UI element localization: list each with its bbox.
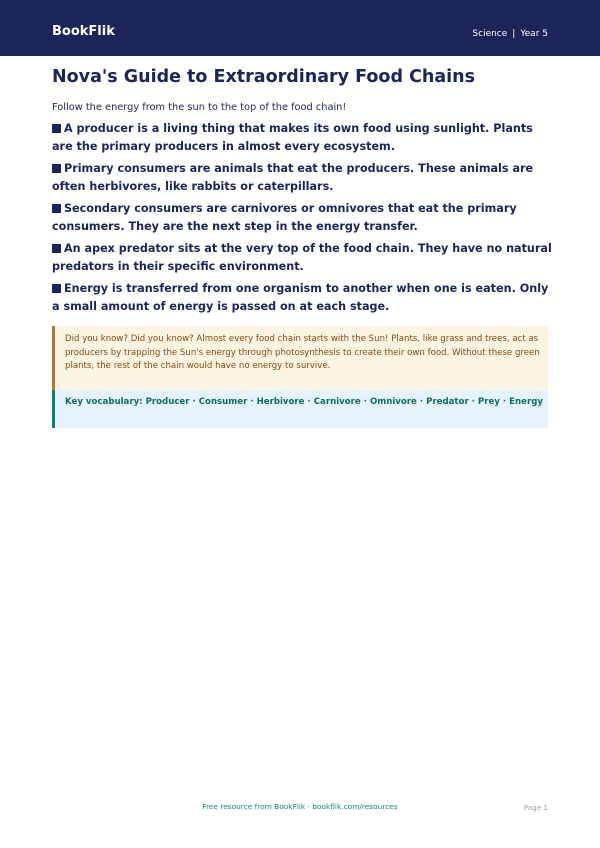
key-points-list [52, 120, 552, 320]
key-point-text: A producer is a living thing that makes its own food using sunlight. Plants are the primary producers in almost every ecosystem. [52, 122, 533, 153]
key-point-text: Secondary consumers are carnivores or omnivores that eat the primary consumers. They are the next step in the energy transfer. [52, 202, 517, 233]
square-bullet-icon [52, 164, 61, 173]
square-bullet-icon [52, 124, 61, 133]
meta-separator: | [512, 29, 516, 39]
year-label: Year 5 [520, 29, 548, 39]
key-point [52, 120, 552, 155]
page-title: Nova's Guide to Extraordinary Food Chains [52, 67, 476, 87]
key-point-text: Energy is transferred from one organism to another when one is eaten. Only a small amount of energy is passed on at each stage. [52, 282, 549, 313]
did-you-know-text: Did you know? Did you know? Almost every food chain starts with the Sun! Plants, like grass and trees, act as producers by trapping the Sun's energy through photosynthesis to create their own food. Without these green plants, the rest of the chain would have no energy to survive. [65, 334, 540, 371]
key-point-text: Primary consumers are animals that eat the producers. These animals are often herbivores, like rabbits or caterpillars. [52, 162, 534, 193]
key-point [52, 240, 552, 275]
key-vocabulary-box [52, 390, 548, 428]
square-bullet-icon [52, 284, 61, 293]
key-point [52, 160, 552, 195]
key-vocabulary-text: Key vocabulary: Producer · Consumer · Herbivore · Carnivore · Omnivore · Predator · Prey · Energy [65, 397, 543, 407]
subject-label: Science [472, 29, 508, 39]
key-point [52, 200, 552, 235]
subject-meta [472, 28, 548, 40]
key-point-text: An apex predator sits at the very top of the food chain. They have no natural predators in their specific environment. [52, 242, 552, 273]
header-bar [0, 0, 600, 56]
footer-link[interactable]: Free resource from BookFlik · bookflik.com/resources [202, 802, 398, 811]
brand-logo[interactable]: BookFlik [52, 24, 115, 39]
page-number: Page 1 [523, 803, 548, 812]
square-bullet-icon [52, 244, 61, 253]
intro-text: Follow the energy from the sun to the top of the food chain! [52, 102, 347, 113]
square-bullet-icon [52, 204, 61, 213]
key-point [52, 280, 552, 315]
did-you-know-callout [52, 326, 548, 390]
